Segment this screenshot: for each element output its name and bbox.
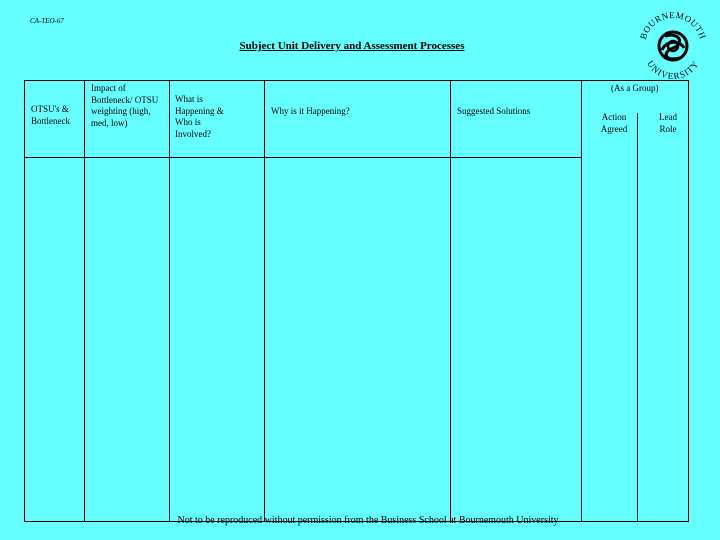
- header-what-happening: What is Happening & Who is Involved?: [175, 94, 224, 139]
- celtic-knot-icon: [659, 32, 687, 60]
- header-as-a-group: (As a Group): [611, 83, 659, 93]
- header-impact-weighting: Impact of Bottleneck/ OTSU weighting (high, med, low): [91, 83, 159, 128]
- logo-top-text: BOURNEMOUTH: [637, 9, 709, 41]
- column-divider: [450, 81, 451, 521]
- column-divider: [169, 81, 170, 521]
- logo-bottom-text: UNIVERSITY: [645, 58, 701, 80]
- column-divider: [84, 81, 85, 521]
- bottleneck-table: [24, 80, 689, 522]
- university-logo: [636, 6, 710, 80]
- footer-notice: Not to be reproduced without permission from the Business School at Bournemouth University: [177, 515, 559, 526]
- header-lead-role: Lead Role: [659, 112, 677, 134]
- header-action-agreed: Action Agreed: [600, 112, 628, 134]
- header-otsu-bottleneck: OTSU's & Bottleneck: [31, 104, 70, 126]
- document-code: CA-TEO-67: [30, 17, 64, 25]
- column-divider: [581, 81, 582, 521]
- svg-text:UNIVERSITY: [645, 59, 701, 80]
- column-divider: [637, 113, 638, 521]
- header-why-happening: Why is it Happening?: [271, 106, 350, 116]
- column-divider: [264, 81, 265, 521]
- header-divider: [25, 157, 581, 158]
- page-title: Subject Unit Delivery and Assessment Processes: [239, 40, 465, 52]
- header-suggested-solutions: Suggested Solutions: [457, 106, 531, 116]
